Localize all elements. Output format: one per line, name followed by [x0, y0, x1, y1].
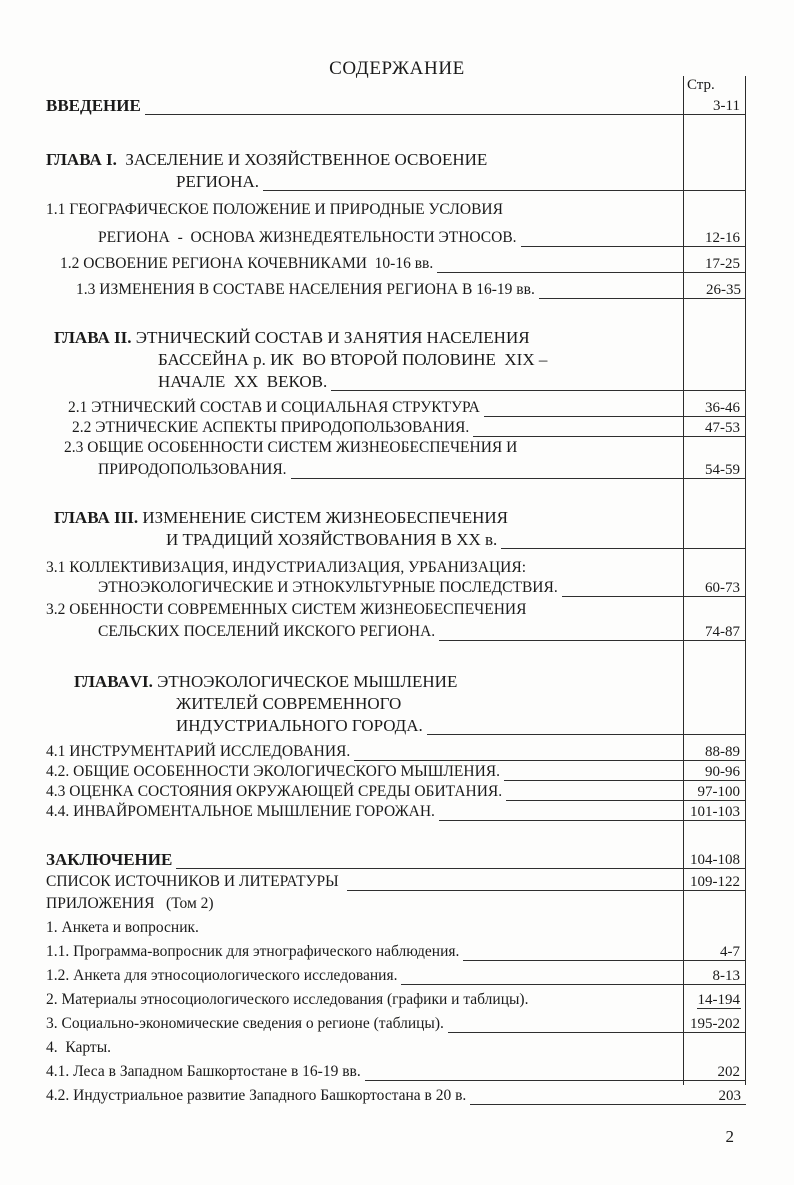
toc-entry-label: 3.2 ОБЕННОСТИ СОВРЕМЕННЫХ СИСТЕМ ЖИЗНЕОБЕСПЕЧЕНИЯ	[46, 601, 527, 618]
toc-entry[interactable]	[46, 558, 746, 578]
toc-entry[interactable]	[46, 398, 746, 418]
toc-entry-label: 3.1 КОЛЛЕКТИВИЗАЦИЯ, ИНДУСТРИАЛИЗАЦИЯ, УРБАНИЗАЦИЯ:	[46, 559, 527, 576]
toc-entry[interactable]	[46, 942, 746, 962]
toc-entry-label: 4.3 ОЦЕНКА СОСТОЯНИЯ ОКРУЖАЮЩЕЙ СРЕДЫ ОБИТАНИЯ.	[46, 783, 503, 800]
toc-entry-pages: 202	[717, 1064, 740, 1080]
toc-entry-label: ГЛАВА III. ИЗМЕНЕНИЕ СИСТЕМ ЖИЗНЕОБЕСПЕЧЕНИЯ	[54, 508, 509, 527]
toc-entry-pages: 203	[718, 1088, 741, 1104]
toc-entry[interactable]	[46, 372, 746, 392]
row-spacer	[46, 300, 746, 328]
toc-entry-label: СЕЛЬСКИХ ПОСЕЛЕНИЙ ИКСКОГО РЕГИОНА.	[98, 623, 436, 640]
toc-entry-pages: 36-46	[705, 400, 740, 416]
toc-entry-pages: 4-7	[720, 944, 740, 960]
toc-entry-label: 4.2. Индустриальное развитие Западного Башкортостана в 20 в.	[46, 1087, 467, 1104]
toc-entry-label: ЗАКЛЮЧЕНИЕ	[46, 850, 173, 869]
toc-entry-label: ИНДУСТРИАЛЬНОГО ГОРОДА.	[176, 716, 423, 735]
toc-leader-line	[214, 899, 746, 914]
toc-leader-line	[423, 721, 746, 736]
toc-entry-label: БАССЕЙНА р. ИК ВО ВТОРОЙ ПОЛОВИНЕ XIX –	[158, 350, 548, 369]
toc-entry-label: 2.1 ЭТНИЧЕСКИЙ СОСТАВ И СОЦИАЛЬНАЯ СТРУКТУРА	[68, 399, 480, 416]
toc-entry-label: И ТРАДИЦИЙ ХОЗЯЙСТВОВАНИЯ В XX в.	[166, 530, 498, 549]
toc-entry-label: 4.2. ОБЩИЕ ОСОБЕННОСТИ ЭКОЛОГИЧЕСКОГО МЫШЛЕНИЯ.	[46, 763, 500, 780]
page-title: СОДЕРЖАНИЕ	[329, 58, 465, 79]
toc-entry[interactable]	[46, 578, 746, 598]
toc-entry-label: СПИСОК ИСТОЧНИКОВ И ЛИТЕРАТУРЫ	[46, 873, 343, 890]
toc-entry-label: ВВЕДЕНИЕ	[46, 96, 141, 115]
toc-entry-label: ПРИРОДОПОЛЬЗОВАНИЯ.	[98, 461, 287, 478]
toc-entry[interactable]	[46, 966, 746, 986]
table-of-contents	[46, 76, 746, 1106]
toc-entry-label: 3. Социально-экономические сведения о регионе (таблицы).	[46, 1015, 444, 1032]
toc-leader-line	[526, 563, 746, 578]
toc-leader-line	[457, 677, 746, 692]
toc-entry-label: 4.4. ИНВАЙРОМЕНТАЛЬНОЕ МЫШЛЕНИЕ ГОРОЖАН.	[46, 803, 435, 820]
row-spacer	[46, 220, 746, 228]
toc-entry-pages: 195-202	[690, 1016, 740, 1032]
toc-entry[interactable]	[46, 328, 746, 348]
toc-entry[interactable]	[46, 782, 746, 802]
toc-entry-pages: 60-73	[705, 580, 740, 596]
toc-entry[interactable]	[46, 894, 746, 914]
toc-entry-pages: 88-89	[705, 744, 740, 760]
toc-leader-line	[401, 699, 746, 714]
row-spacer	[46, 192, 746, 200]
toc-entry-label: 1.3 ИЗМЕНЕНИЯ В СОСТАВЕ НАСЕЛЕНИЯ РЕГИОНА В 16-19 вв.	[76, 281, 535, 298]
toc-entry-label: РЕГИОНА - ОСНОВА ЖИЗНЕДЕЯТЕЛЬНОСТИ ЭТНОСОВ.	[98, 229, 517, 246]
toc-entry[interactable]	[46, 1062, 746, 1082]
toc-entry[interactable]	[46, 530, 746, 550]
toc-entry[interactable]	[46, 1014, 746, 1034]
toc-entry[interactable]	[46, 850, 746, 870]
toc-entry-label: 1.1. Программа-вопросник для этнографического наблюдения.	[46, 943, 460, 960]
toc-entry[interactable]	[46, 172, 746, 192]
toc-entry-label: ГЛАВА I. ЗАСЕЛЕНИЕ И ХОЗЯЙСТВЕННОЕ ОСВОЕНИЕ	[46, 150, 488, 169]
toc-leader-line	[327, 377, 746, 392]
toc-entry-label: 1. Анкета и вопросник.	[46, 919, 199, 936]
toc-entry-label: ГЛАВА II. ЭТНИЧЕСКИЙ СОСТАВ И ЗАНЯТИЯ НАСЕЛЕНИЯ	[54, 328, 530, 347]
toc-leader-line	[259, 177, 746, 192]
toc-entry-pages: 12-16	[705, 230, 740, 246]
row-spacer	[46, 116, 746, 150]
toc-entry-label: 4. Карты.	[46, 1039, 111, 1056]
row-spacer	[46, 480, 746, 508]
toc-entry-label: 2.2 ЭТНИЧЕСКИЕ АСПЕКТЫ ПРИРОДОПОЛЬЗОВАНИЯ.	[72, 419, 470, 436]
page-column-header: Стр.	[687, 77, 715, 93]
toc-entry[interactable]	[46, 1086, 746, 1106]
toc-leader-line	[547, 355, 746, 370]
toc-entry[interactable]	[46, 600, 746, 620]
row-spacer	[46, 550, 746, 558]
toc-leader-line	[526, 605, 746, 620]
toc-entry-label: 4.1 ИНСТРУМЕНТАРИЙ ИССЛЕДОВАНИЯ.	[46, 743, 351, 760]
toc-entry-label: 4.1. Леса в Западном Башкортостане в 16-19 вв.	[46, 1063, 361, 1080]
toc-entry[interactable]	[46, 694, 746, 714]
toc-entry-pages: 8-13	[712, 968, 740, 984]
toc-entry-pages: 101-103	[690, 804, 740, 820]
toc-entry[interactable]	[46, 622, 746, 642]
toc-entry[interactable]	[46, 254, 746, 274]
toc-entry-pages: 26-35	[706, 282, 741, 298]
toc-leader-line	[172, 855, 746, 870]
toc-entry[interactable]	[46, 672, 746, 692]
toc-entry-pages: 17-25	[705, 256, 740, 272]
toc-leader-line	[503, 205, 746, 220]
toc-entry-label: ПРИЛОЖЕНИЯ (Том 2)	[46, 895, 214, 912]
toc-entry-pages: 104-108	[690, 852, 740, 868]
toc-entry-pages: 97-100	[697, 784, 740, 800]
toc-entry-pages: 3-11	[713, 98, 740, 114]
toc-entry-label: ЭТНОЭКОЛОГИЧЕСКИЕ И ЭТНОКУЛЬТУРНЫЕ ПОСЛЕДСТВИЯ.	[98, 579, 558, 596]
toc-leader-line	[517, 443, 746, 458]
toc-entry[interactable]	[46, 460, 746, 480]
toc-entry[interactable]	[46, 200, 746, 220]
toc-entry-label: 2.3 ОБЩИЕ ОСОБЕННОСТИ СИСТЕМ ЖИЗНЕОБЕСПЕЧЕНИЯ И	[64, 439, 518, 456]
toc-entry-label: РЕГИОНА.	[176, 172, 260, 191]
toc-entry-label: ГЛАВАVI. ЭТНОЭКОЛОГИЧЕСКОЕ МЫШЛЕНИЕ	[74, 672, 458, 691]
toc-entry[interactable]	[46, 418, 746, 438]
row-spacer	[46, 76, 746, 96]
page-number: 2	[725, 1127, 734, 1146]
toc-entry-label: НАЧАЛЕ XX ВЕКОВ.	[158, 372, 328, 391]
toc-entry-pages: 74-87	[705, 624, 740, 640]
toc-entry-pages: 47-53	[705, 420, 740, 436]
toc-entry[interactable]	[46, 1038, 746, 1058]
toc-entry-pages: 109-122	[690, 874, 740, 890]
toc-entry-pages: 90-96	[705, 764, 740, 780]
toc-entry-label: ЖИТЕЛЕЙ СОВРЕМЕННОГО	[176, 694, 402, 713]
toc-entry[interactable]	[46, 150, 746, 170]
toc-leader-line	[508, 513, 746, 528]
toc-leader-line	[287, 465, 746, 480]
toc-entry[interactable]	[46, 872, 746, 892]
toc-entry[interactable]	[46, 508, 746, 528]
toc-entry[interactable]	[46, 802, 746, 822]
toc-entry-label: 1.1 ГЕОГРАФИЧЕСКОЕ ПОЛОЖЕНИЕ И ПРИРОДНЫЕ УСЛОВИЯ	[46, 201, 503, 218]
toc-entry-label: 1.2. Анкета для этносоциологического исследования.	[46, 967, 398, 984]
toc-leader-line	[497, 535, 746, 550]
toc-entry-pages: 54-59	[705, 462, 740, 478]
toc-entry[interactable]	[46, 990, 746, 1010]
toc-entry[interactable]	[46, 762, 746, 782]
toc-entry[interactable]	[46, 438, 746, 458]
row-spacer	[46, 822, 746, 850]
toc-leader-line	[530, 333, 746, 348]
toc-leader-line	[141, 101, 746, 116]
toc-entry[interactable]	[46, 228, 746, 248]
toc-entry[interactable]	[46, 350, 746, 370]
toc-entry[interactable]	[46, 742, 746, 762]
toc-entry[interactable]	[46, 96, 746, 116]
toc-entry-label: 1.2 ОСВОЕНИЕ РЕГИОНА КОЧЕВНИКАМИ 10-16 вв.	[60, 255, 434, 272]
toc-leader-line	[111, 1043, 746, 1058]
toc-entry[interactable]	[46, 280, 746, 300]
toc-entry[interactable]	[46, 918, 746, 938]
toc-leader-line	[199, 923, 746, 938]
toc-entry-pages: 14-194	[697, 992, 740, 1008]
row-spacer	[46, 642, 746, 672]
toc-leader-line	[487, 155, 746, 170]
toc-entry[interactable]	[46, 716, 746, 736]
toc-entry-label: 2. Материалы этносоциологического исследования (графики и таблицы).	[46, 991, 529, 1008]
